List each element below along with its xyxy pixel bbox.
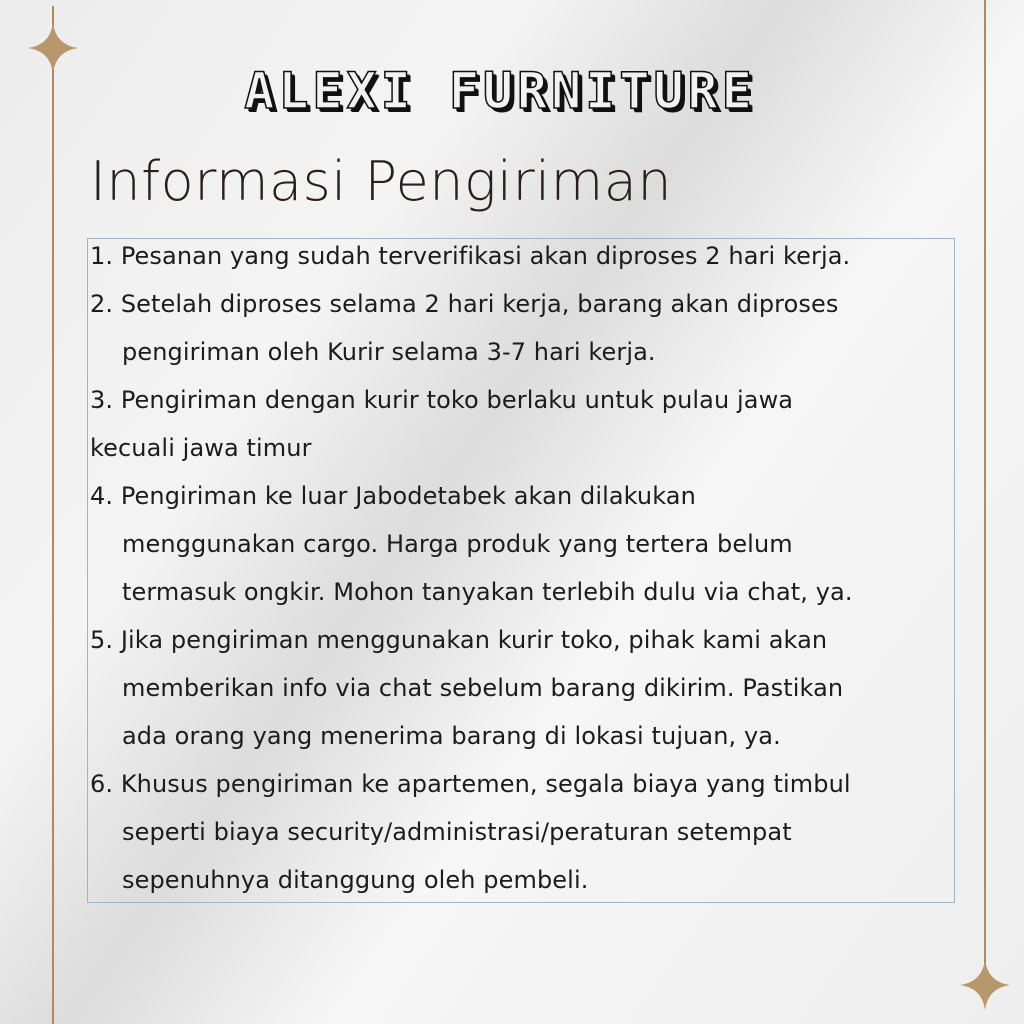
list-item-continuation: seperti biaya security/administrasi/peraturan setempat — [122, 818, 792, 846]
list-item: 6. Khusus pengiriman ke apartemen, segala biaya yang timbul — [90, 770, 851, 798]
list-item: 1. Pesanan yang sudah terverifikasi akan diproses 2 hari kerja. — [90, 242, 851, 270]
list-item-continuation: pengiriman oleh Kurir selama 3-7 hari kerja. — [122, 338, 656, 366]
list-item-continuation: menggunakan cargo. Harga produk yang tertera belum — [122, 530, 793, 558]
page-title: Informasi Pengiriman — [90, 150, 673, 213]
list-item: 5. Jika pengiriman menggunakan kurir toko, pihak kami akan — [90, 626, 828, 654]
list-item-continuation: termasuk ongkir. Mohon tanyakan terlebih dulu via chat, ya. — [122, 578, 853, 606]
brand-logo: ALEXI FURNITURE — [244, 62, 756, 120]
left-border-line — [52, 6, 54, 1024]
list-item: 3. Pengiriman dengan kurir toko berlaku untuk pulau jawa — [90, 386, 794, 414]
sparkle-star-icon — [960, 960, 1010, 1010]
right-border-line — [984, 0, 986, 1000]
sparkle-star-icon — [28, 23, 78, 73]
list-item-continuation: memberikan info via chat sebelum barang dikirim. Pastikan — [122, 674, 844, 702]
list-item-continuation: ada orang yang menerima barang di lokasi tujuan, ya. — [122, 722, 781, 750]
list-item-continuation: kecuali jawa timur — [90, 434, 312, 462]
list-item-continuation: sepenuhnya ditanggung oleh pembeli. — [122, 866, 589, 894]
list-item: 4. Pengiriman ke luar Jabodetabek akan dilakukan — [90, 482, 696, 510]
list-item: 2. Setelah diproses selama 2 hari kerja, barang akan diproses — [90, 290, 839, 318]
